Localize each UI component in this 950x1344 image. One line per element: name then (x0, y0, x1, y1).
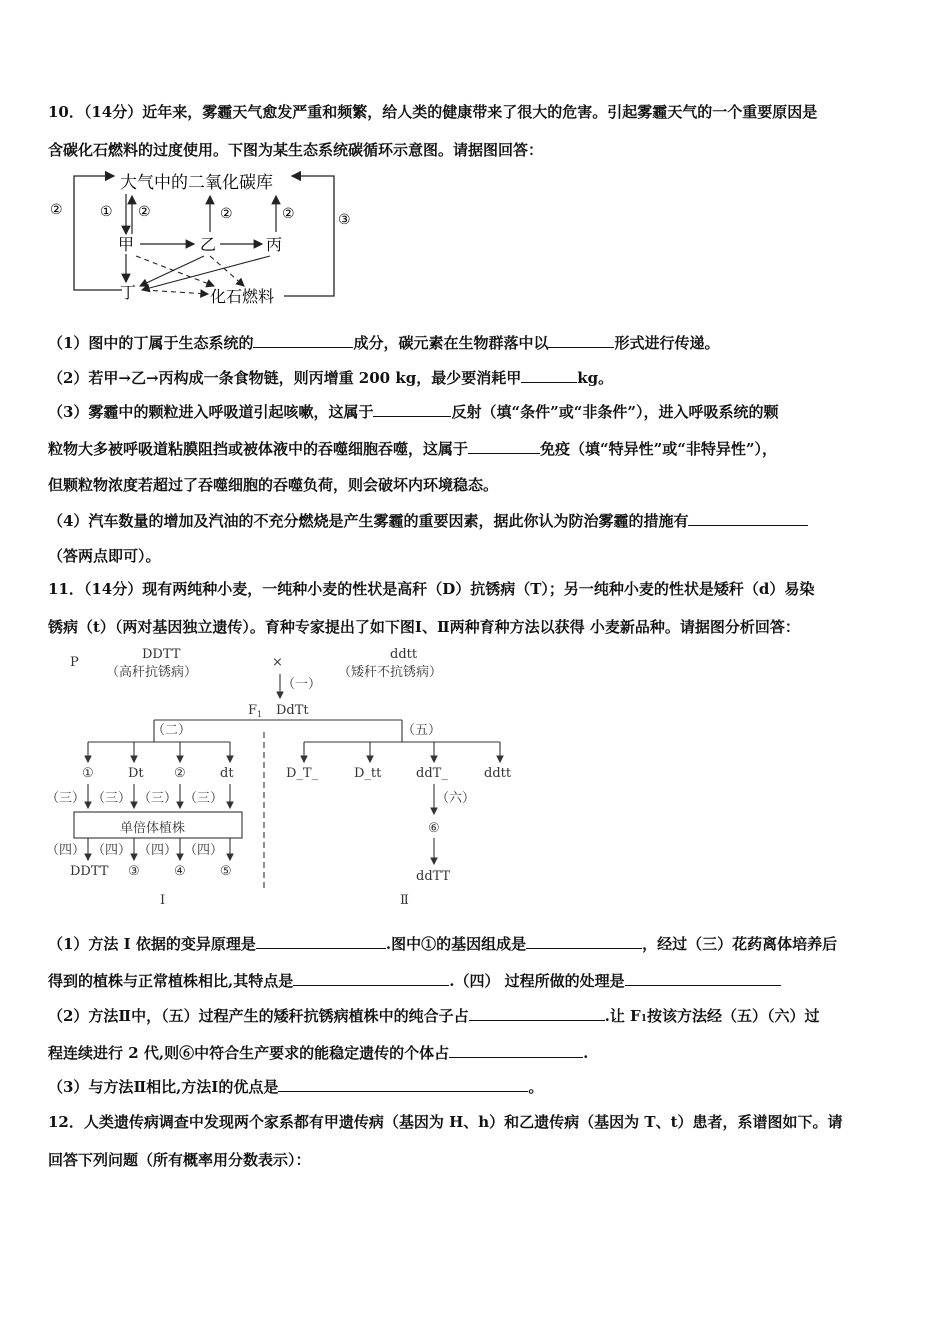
gamete-dt-upper: Dt (128, 766, 144, 781)
q10-part3-cont: 粒物大多被呼吸道粘膜阻挡或被体液中的吞噬细胞吞噬，这属于 免疫（填“特异性”或“非特异性”）， (48, 440, 778, 458)
answer-blank[interactable] (548, 332, 614, 348)
answer-blank[interactable] (469, 1005, 605, 1021)
answer-blank[interactable] (293, 970, 449, 986)
answer-blank[interactable] (468, 438, 540, 454)
q10-part1: （1）图中的丁属于生态系统的 成分，碳元素在生物群落中以 形式进行传递。 (48, 334, 720, 352)
f1-genotype: DdTt (276, 703, 309, 718)
parent1-desc: （高秆抗锈病） (106, 665, 198, 680)
breeding-diagram (44, 642, 524, 912)
parent2-genotype: ddtt (390, 647, 418, 662)
method-II-label: Ⅱ (400, 893, 409, 908)
step-6: （六） (436, 791, 476, 806)
q11-part1-cont: 得到的植株与正常植株相比,其特点是 .（四） 过程所做的处理是 (48, 970, 908, 991)
q11-heading: 11．（14分）现有两纯种小麦，一纯种小麦的性状是高秆（D）抗锈病（T）；另一纯种小麦的性状是矮秆（d）易染 (48, 580, 815, 598)
node-ding: 丁 (120, 283, 137, 302)
q11-part2: （2）方法Ⅱ中，（五）过程产生的矮秆抗锈病植株中的纯合子占 .让 F1按该方法经（五）（六）过 (48, 1007, 820, 1025)
step-3: （三） (92, 791, 132, 806)
answer-blank[interactable] (688, 510, 808, 526)
answer-blank[interactable] (256, 933, 386, 949)
parent1-genotype: DDTT (142, 647, 181, 662)
offspring-ddT: ddT_ (416, 766, 448, 781)
step-3: （三） (46, 791, 86, 806)
offspring-Dtt: D_tt (354, 766, 382, 781)
step-4: （四） (184, 843, 224, 858)
result-DDTT: DDTT (70, 864, 109, 879)
q10-heading-cont: 含碳化石燃料的过度使用。下图为某生态系统碳循环示意图。请据图回答： (48, 141, 544, 159)
marker-2-b: ② (220, 206, 233, 222)
gamete-dt-lower: dt (220, 766, 234, 781)
marker-2-a: ② (138, 204, 151, 220)
marker-2-left: ② (50, 202, 63, 218)
offspring-ddtt: ddtt (484, 766, 512, 781)
answer-blank[interactable] (625, 970, 781, 986)
co2-pool-label: 大气中的二氧化碳库 (120, 173, 273, 193)
q12-heading: 12．人类遗传病调查中发现两个家系都有甲遗传病（基因为 H、h）和乙遗传病（基因为 T、t）患者，系谱图如下。请 (48, 1113, 843, 1131)
q10-heading: 10．（14分）近年来，雾霾天气愈发严重和频繁，给人类的健康带来了很大的危害。引起雾霾天气的一个重要原因是 (48, 103, 818, 121)
final-ddTT: ddTT (416, 869, 451, 884)
step-4: （四） (138, 843, 178, 858)
q11-part2-cont: 程连续进行 2 代,则⑥中符合生产要求的能稳定遗传的个体占 . (48, 1044, 589, 1062)
q10-part2: （2）若甲→乙→丙构成一条食物链，则丙增重 200 kg，最少要消耗甲 kg。 (48, 369, 614, 387)
node-fuel: 化石燃料 (210, 287, 275, 306)
answer-blank[interactable] (521, 367, 577, 383)
method-I-label: I (160, 893, 166, 908)
step-3: （三） (184, 791, 224, 806)
marker-3: ③ (338, 212, 351, 228)
cross-symbol: × (272, 655, 283, 670)
answer-blank[interactable] (253, 332, 353, 348)
q11-part1: （1）方法 I 依据的变异原理是 .图中①的基因组成是 ，经过（三）花药离体培养后 (48, 935, 838, 953)
haploid-plant-label: 单倍体植株 (120, 821, 186, 836)
answer-blank[interactable] (526, 933, 642, 949)
answer-blank[interactable] (449, 1042, 583, 1058)
q10-part3-end: 但颗粒物浓度若超过了吞噬细胞的吞噬负荷，则会破坏内环境稳态。 (48, 476, 499, 494)
step-4: （四） (92, 843, 132, 858)
result-3: ③ (128, 864, 140, 879)
q10-part3: （3）雾霾中的颗粒进入呼吸道引起咳嗽，这属于 反射（填“条件”或“非条件”），进入呼吸系统的颗 (48, 403, 779, 421)
selection-6: ⑥ (428, 821, 440, 836)
marker-2-c: ② (282, 206, 295, 222)
gamete-2: ② (174, 766, 186, 781)
outer-left-arrow (74, 176, 122, 290)
label-p: P (70, 655, 79, 670)
carbon-cycle-diagram (44, 166, 364, 306)
q11-heading-cont: 锈病（t）（两对基因独立遗传）。育种专家提出了如下图Ⅰ、Ⅱ两种育种方法以获得 小麦新品种。请据图分析回答： (48, 618, 800, 636)
result-4: ④ (174, 864, 186, 879)
step-3: （三） (138, 791, 178, 806)
answer-blank[interactable] (278, 1076, 528, 1092)
q11-part3: （3）与方法Ⅱ相比,方法Ⅰ的优点是 。 (48, 1078, 544, 1096)
step-4: （四） (46, 843, 86, 858)
label-f1-sub: 1 (257, 710, 263, 719)
q10-part4: （4）汽车数量的增加及汽油的不充分燃烧是产生雾霾的重要因素，据此你认为防治雾霾的措施有 (48, 510, 908, 531)
q12-heading-cont: 回答下列问题（所有概率用分数表示）： (48, 1151, 311, 1169)
node-jia: 甲 (118, 235, 135, 254)
answer-blank[interactable] (373, 401, 451, 417)
label-f1: F (248, 703, 258, 718)
node-bing: 丙 (266, 235, 283, 254)
q10-part4-end: （答两点即可）。 (48, 547, 161, 565)
step-5: （五） (402, 723, 442, 738)
step-1: （一） (282, 677, 322, 692)
marker-1: ① (100, 204, 113, 220)
node-yi: 乙 (200, 235, 217, 254)
result-5: ⑤ (220, 864, 232, 879)
gamete-1: ① (82, 766, 94, 781)
offspring-DT: D_T_ (286, 766, 319, 781)
step-2: （二） (152, 723, 192, 738)
parent2-desc: （矮秆不抗锈病） (338, 665, 443, 680)
outer-right-arrow (284, 176, 334, 296)
